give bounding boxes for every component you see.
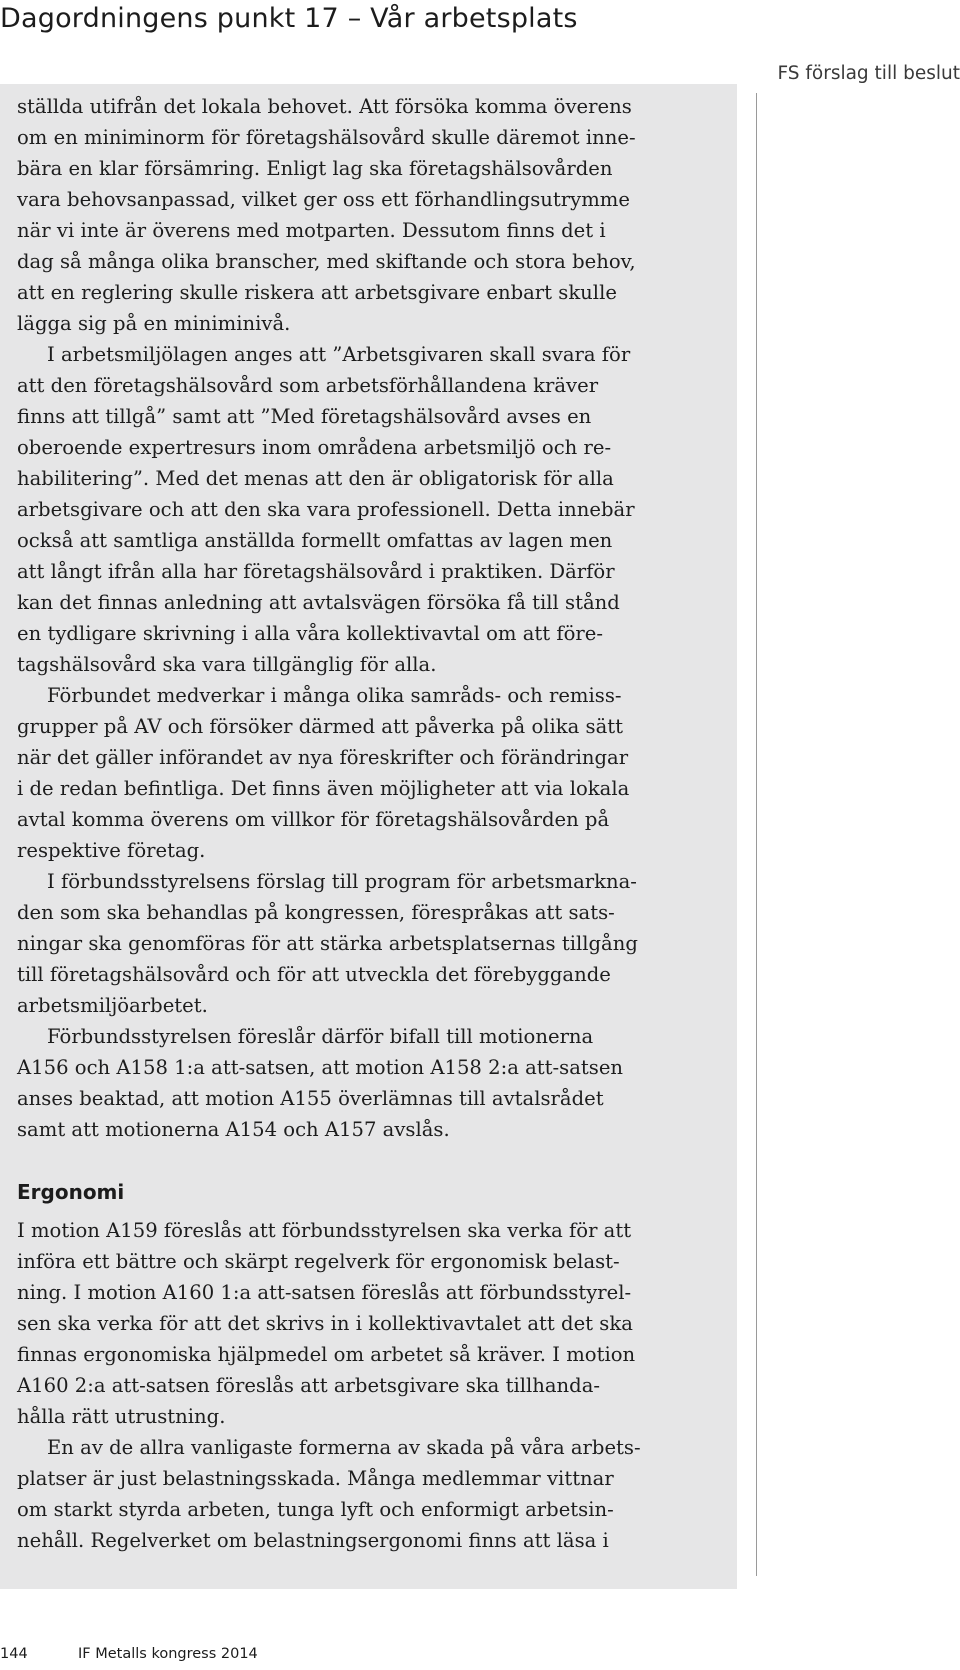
text-line: den som ska behandlas på kongressen, förespråkas att sats- — [17, 901, 615, 924]
text-line: om starkt styrda arbeten, tunga lyft och enformigt arbetsin- — [17, 1498, 614, 1521]
text-line: finns att tillgå” samt att ”Med företagshälsovård avses en — [17, 405, 592, 428]
text-line: att långt ifrån alla har företagshälsovård i praktiken. Därför — [17, 560, 615, 583]
text-line: kan det finnas anledning att avtalsvägen försöka få till stånd — [17, 591, 620, 614]
body-paragraph — [17, 91, 723, 339]
text-line: grupper på AV och försöker därmed att påverka på olika sätt — [17, 715, 624, 738]
body-paragraph — [17, 339, 723, 680]
text-line: habilitering”. Med det menas att den är obligatorisk för alla — [17, 467, 614, 490]
text-line: att den företagshälsovård som arbetsförhållandena kräver — [17, 374, 599, 397]
text-line: finnas ergonomiska hjälpmedel om arbetet så kräver. I motion — [17, 1343, 636, 1366]
text-line: Förbundet medverkar i många olika samråds- och remiss- — [47, 684, 622, 707]
text-line: i de redan befintliga. Det finns även möjligheter att via lokala — [17, 777, 630, 800]
text-line: när vi inte är överens med motparten. Dessutom finns det i — [17, 219, 606, 242]
text-line: A160 2:a att-satsen föreslås att arbetsgivare ska tillhanda- — [17, 1374, 601, 1397]
text-line: A156 och A158 1:a att-satsen, att motion A158 2:a att-satsen — [17, 1056, 624, 1079]
body-text-column — [17, 91, 723, 1556]
text-line: en tydligare skrivning i alla våra kollektivavtal om att före- — [17, 622, 604, 645]
page-footer — [0, 1646, 258, 1662]
text-line: när det gäller införandet av nya föreskrifter och förändringar — [17, 746, 629, 769]
text-line: lägga sig på en miniminivå. — [17, 312, 291, 335]
section-heading: Ergonomi — [17, 1180, 125, 1204]
text-line: I arbetsmiljölagen anges att ”Arbetsgivaren skall svara för — [47, 343, 631, 366]
text-line: hålla rätt utrustning. — [17, 1405, 226, 1428]
text-line: bära en klar försämring. Enligt lag ska företagshälsovården — [17, 157, 613, 180]
text-line: anses beaktad, att motion A155 överlämnas till avtalsrådet — [17, 1087, 604, 1110]
body-paragraph — [17, 1215, 723, 1432]
text-line: ning. I motion A160 1:a att-satsen föreslås att förbundsstyrel- — [17, 1281, 632, 1304]
text-line: samt att motionerna A154 och A157 avslås. — [17, 1118, 450, 1141]
text-line: ställda utifrån det lokala behovet. Att försöka komma överens — [17, 95, 632, 118]
text-line: vara behovsanpassad, vilket ger oss ett förhandlingsutrymme — [17, 188, 630, 211]
page-title: Dagordningens punkt 17 – Vår arbetsplats — [0, 3, 578, 34]
sidebar-divider — [756, 93, 757, 1576]
body-paragraph — [17, 1432, 723, 1556]
text-line: nehåll. Regelverket om belastningsergonomi finns att läsa i — [17, 1529, 609, 1552]
text-line: sen ska verka för att det skrivs in i kollektivavtalet att det ska — [17, 1312, 633, 1335]
text-line: också att samtliga anställda formellt omfattas av lagen men — [17, 529, 613, 552]
text-line: I motion A159 föreslås att förbundsstyrelsen ska verka för att — [17, 1219, 632, 1242]
text-line: tagshälsovård ska vara tillgänglig för alla. — [17, 653, 437, 676]
text-line: arbetsgivare och att den ska vara professionell. Detta innebär — [17, 498, 635, 521]
text-line: I förbundsstyrelsens förslag till program för arbetsmarkna- — [47, 870, 637, 893]
sidebar-label: FS förslag till beslut — [777, 63, 960, 84]
text-line: ningar ska genomföras för att stärka arbetsplatsernas tillgång — [17, 932, 638, 955]
body-paragraph — [17, 866, 723, 1021]
text-line: dag så många olika branscher, med skiftande och stora behov, — [17, 250, 636, 273]
text-line: att en reglering skulle riskera att arbetsgivare enbart skulle — [17, 281, 617, 304]
text-line: arbetsmiljöarbetet. — [17, 994, 208, 1017]
text-line: oberoende expertresurs inom områdena arbetsmiljö och re- — [17, 436, 612, 459]
text-line: respektive företag. — [17, 839, 206, 862]
text-line: avtal komma överens om villkor för företagshälsovården på — [17, 808, 610, 831]
text-line: platser är just belastningsskada. Många medlemmar vittnar — [17, 1467, 614, 1490]
body-paragraph — [17, 1021, 723, 1145]
publication-name: IF Metalls kongress 2014 — [78, 1646, 258, 1662]
text-line: En av de allra vanligaste formerna av skada på våra arbets- — [47, 1436, 641, 1459]
body-paragraph — [17, 680, 723, 866]
text-line: Förbundsstyrelsen föreslår därför bifall till motionerna — [47, 1025, 594, 1048]
text-line: införa ett bättre och skärpt regelverk för ergonomisk belast- — [17, 1250, 620, 1273]
page-number: 144 — [0, 1646, 28, 1662]
text-line: till företagshälsovård och för att utveckla det förebyggande — [17, 963, 611, 986]
text-line: om en miniminorm för företagshälsovård skulle däremot inne- — [17, 126, 636, 149]
